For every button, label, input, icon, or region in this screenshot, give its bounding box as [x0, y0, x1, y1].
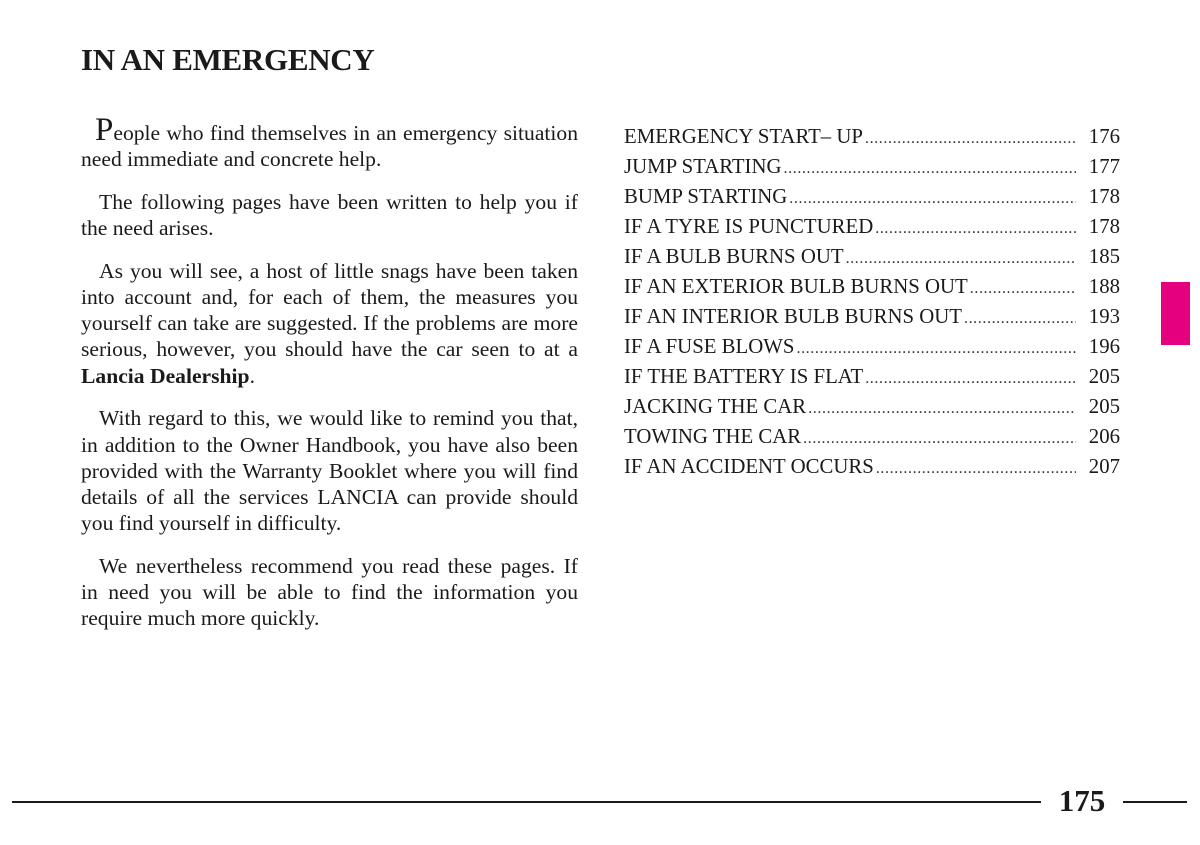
toc-entry-page: 177	[1088, 155, 1120, 178]
intro-paragraph-1-text: eople who find themselves in an emergency situation need immediate and concrete help.	[81, 121, 578, 172]
dot-leader	[808, 394, 1076, 424]
intro-text	[81, 112, 578, 648]
intro-paragraph-2: The following pages have been written to help you if the need arises.	[81, 189, 578, 241]
intro-paragraph-3-end: .	[249, 363, 255, 388]
dot-leader	[875, 214, 1076, 244]
toc-entry-page: 206	[1088, 425, 1120, 448]
drop-cap: P	[95, 112, 114, 148]
toc-entry-title: IF THE BATTERY IS FLAT	[624, 365, 864, 388]
intro-paragraph-3	[81, 258, 578, 389]
toc-entry-title: IF A TYRE IS PUNCTURED	[624, 215, 874, 238]
toc-entry[interactable]	[624, 212, 1120, 242]
dot-leader	[876, 454, 1076, 484]
intro-paragraph-3-text: As you will see, a host of little snags have been taken into account and, for each of them, the measures you yourself can take are suggested. If the problems are more serious, however, you should have the car seen to at a	[81, 258, 578, 362]
intro-paragraph-4: With regard to this, we would like to remind you that, in addition to the Owner Handbook, you have also been provided with the Warranty Booklet where you will find details of all the services LANCIA can provide should you find yourself in difficulty.	[81, 406, 578, 536]
toc-entry[interactable]	[624, 452, 1120, 482]
intro-paragraph-5: We nevertheless recommend you read these pages. If in need you will be able to find the information you require much more quickly.	[81, 553, 578, 631]
toc-entry-title: BUMP STARTING	[624, 185, 788, 208]
toc-entry[interactable]	[624, 392, 1120, 422]
dot-leader	[846, 244, 1076, 274]
toc-entry-page: 188	[1088, 275, 1120, 298]
page-number: 175	[1058, 783, 1106, 818]
dot-leader	[784, 154, 1076, 184]
toc-entry[interactable]	[624, 122, 1120, 152]
toc-entry-page: 178	[1088, 185, 1120, 208]
toc-entry-title: JACKING THE CAR	[624, 395, 807, 418]
page-title: IN AN EMERGENCY	[81, 42, 375, 77]
dot-leader	[865, 364, 1076, 394]
dot-leader	[964, 304, 1076, 334]
toc-entry[interactable]	[624, 302, 1120, 332]
dot-leader	[803, 424, 1076, 454]
toc-entry[interactable]	[624, 272, 1120, 302]
toc-entry[interactable]	[624, 182, 1120, 212]
section-tab-marker	[1161, 282, 1190, 345]
toc-entry-page: 176	[1088, 125, 1120, 148]
toc-entry[interactable]	[624, 362, 1120, 392]
toc-entry-title: IF AN INTERIOR BULB BURNS OUT	[624, 305, 962, 328]
toc-entry-page: 205	[1088, 395, 1120, 418]
intro-paragraph-1	[81, 112, 578, 172]
toc-entry-title: IF AN ACCIDENT OCCURS	[624, 455, 874, 478]
footer-rule-right	[1123, 801, 1187, 803]
toc-entry-page: 193	[1088, 305, 1120, 328]
dot-leader	[796, 334, 1076, 364]
toc-entry[interactable]	[624, 242, 1120, 272]
toc-entry[interactable]	[624, 332, 1120, 362]
toc-entry-title: JUMP STARTING	[624, 155, 782, 178]
footer-rule-left	[12, 801, 1041, 803]
toc-entry-page: 196	[1088, 335, 1120, 358]
toc-entry-title: IF AN EXTERIOR BULB BURNS OUT	[624, 275, 968, 298]
toc-entry[interactable]	[624, 422, 1120, 452]
toc-entry-page: 205	[1088, 365, 1120, 388]
toc-entry-title: EMERGENCY START– UP	[624, 125, 863, 148]
toc-entry-title: IF A FUSE BLOWS	[624, 335, 795, 358]
toc-entry-title: IF A BULB BURNS OUT	[624, 245, 844, 268]
toc-entry[interactable]	[624, 152, 1120, 182]
toc-entry-page: 178	[1088, 215, 1120, 238]
toc-entry-page: 185	[1088, 245, 1120, 268]
dot-leader	[970, 274, 1076, 304]
toc-entry-page: 207	[1088, 455, 1120, 478]
dot-leader	[789, 184, 1076, 214]
dot-leader	[865, 124, 1076, 154]
toc-entry-title: TOWING THE CAR	[624, 425, 802, 448]
table-of-contents	[624, 122, 1120, 482]
dealership-emphasis: Lancia Dealership	[81, 363, 250, 388]
